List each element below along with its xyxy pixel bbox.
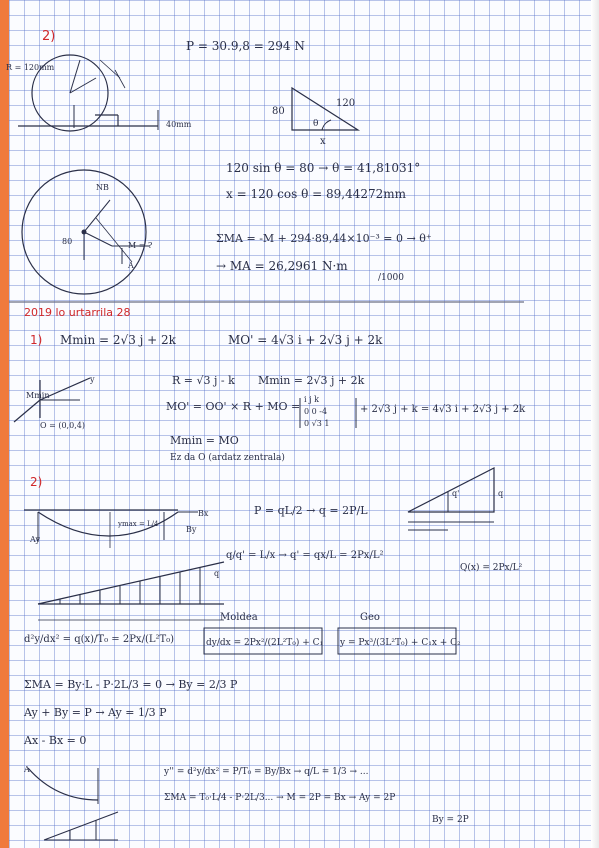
- min-moment: Mmin = 2√3 j + 2k: [60, 333, 176, 347]
- triangle-base: x: [320, 136, 326, 147]
- ratio-equation: q/q' = L/x → q' = qx/L = 2Px/L²: [226, 550, 384, 561]
- free-body-figure: [22, 170, 153, 294]
- distributed-load: [38, 562, 224, 620]
- differential-equation: d²y/dx² = q(x)/T₀ = 2Px/(L²T₀): [24, 634, 175, 645]
- first-integral: dy/dx = 2Px²/(2L²T₀) + C₁: [206, 638, 324, 648]
- moment-sum-equation: ΣMA = By·L - P·2L/3 = 0 → By = 2/3 P: [24, 678, 238, 691]
- resultant-equation: R = √3 j - k: [172, 374, 235, 387]
- load-q-label: q: [214, 569, 220, 578]
- origin-label: O = (0,0,4): [40, 421, 85, 430]
- moment-cross: MO' = OO' × R + MO =: [166, 400, 301, 413]
- problem-2-number: 2): [42, 29, 56, 44]
- half-cable-sketch: [28, 768, 118, 840]
- angle-triangle: [292, 88, 358, 130]
- load-function: Q(x) = 2Px/L²: [460, 563, 523, 573]
- load-triangle: [408, 468, 494, 530]
- half-cable-label: A: [24, 765, 30, 774]
- Ay-label: Ay: [30, 535, 40, 544]
- fbd-label-R: 80: [62, 237, 73, 246]
- ymax-label: ymax = L/4: [118, 520, 159, 528]
- weight-equation: P = 30.9,8 = 294 N: [186, 39, 305, 53]
- cable-sketch: [24, 510, 198, 548]
- radius-label: R = 120mm: [6, 63, 55, 72]
- fbd-M-label: M = ?: [128, 241, 153, 250]
- det-row-3: 0 √3 1: [304, 419, 330, 428]
- bottom-equation-2: ΣMA = T₀·L/4 - P·2L/3... → M = 2P = Bx → Ay = 2P: [164, 793, 396, 803]
- bottom-equation-3: By = 2P: [432, 815, 469, 825]
- q-prime-label: q': [452, 489, 460, 498]
- moment-divisor: /1000: [378, 273, 404, 283]
- second-integral: y = Px³/(3L²T₀) + C₁x + C₂: [340, 638, 461, 648]
- total-load-equation: P = qL/2 → q = 2P/L: [254, 504, 368, 517]
- problem-2b-number: 2): [30, 475, 43, 489]
- moment-result: → MA = 26,2961 N·m: [216, 259, 348, 273]
- min-moment-2: Mmin = 2√3 j + 2k: [258, 374, 365, 387]
- problem-1-number: 1): [30, 333, 43, 347]
- height-label: 40mm: [166, 120, 192, 129]
- q-triangle-label: q: [498, 489, 504, 498]
- moment-equation: ΣMA = -M + 294·89,44×10⁻³ = 0 → θ⁺: [216, 232, 432, 245]
- axis-label-mmin: Mmin: [26, 391, 50, 400]
- vertical-sum-equation: Ay + By = P → Ay = 1/3 P: [24, 706, 167, 719]
- fbd-label-N: NB: [96, 183, 109, 192]
- fbd-A-label: A: [128, 261, 134, 270]
- triangle-angle: θ: [313, 119, 319, 129]
- horizontal-sum-equation: Ax - Bx = 0: [24, 734, 87, 747]
- sine-equation: 120 sin θ = 80 → θ = 41,81031°: [226, 161, 421, 175]
- triangle-leg: 80: [272, 106, 285, 117]
- central-axis-note: Ez da O (ardatz zentrala): [170, 453, 285, 463]
- det-row-2: 0 0 -4: [304, 407, 328, 416]
- cosine-equation: x = 120 cos θ = 89,44272mm: [226, 187, 407, 201]
- section-title: 2019 lo urtarrila 28: [24, 306, 131, 319]
- mota-label: Moldea: [220, 612, 258, 623]
- triangle-hypotenuse: 120: [336, 98, 356, 109]
- axis-sketch: [14, 378, 90, 422]
- bottom-equation-1: y'' = d²y/dx² = P/T₀ = By/Bx → q/L = 1/3 → ...: [164, 767, 369, 777]
- geo-label: Geo: [360, 612, 380, 623]
- axis-label-y: y: [90, 375, 95, 384]
- moment-equality: Mmin = MO: [170, 434, 239, 447]
- moment-O-prime: MO' = 4√3 i + 2√3 j + 2k: [228, 333, 383, 347]
- By-label: By: [186, 525, 197, 534]
- det-result: + 2√3 j + k = 4√3 i + 2√3 j + 2k: [360, 404, 526, 415]
- Bx-label: Bx: [198, 509, 209, 518]
- det-row-1: i j k: [304, 395, 319, 404]
